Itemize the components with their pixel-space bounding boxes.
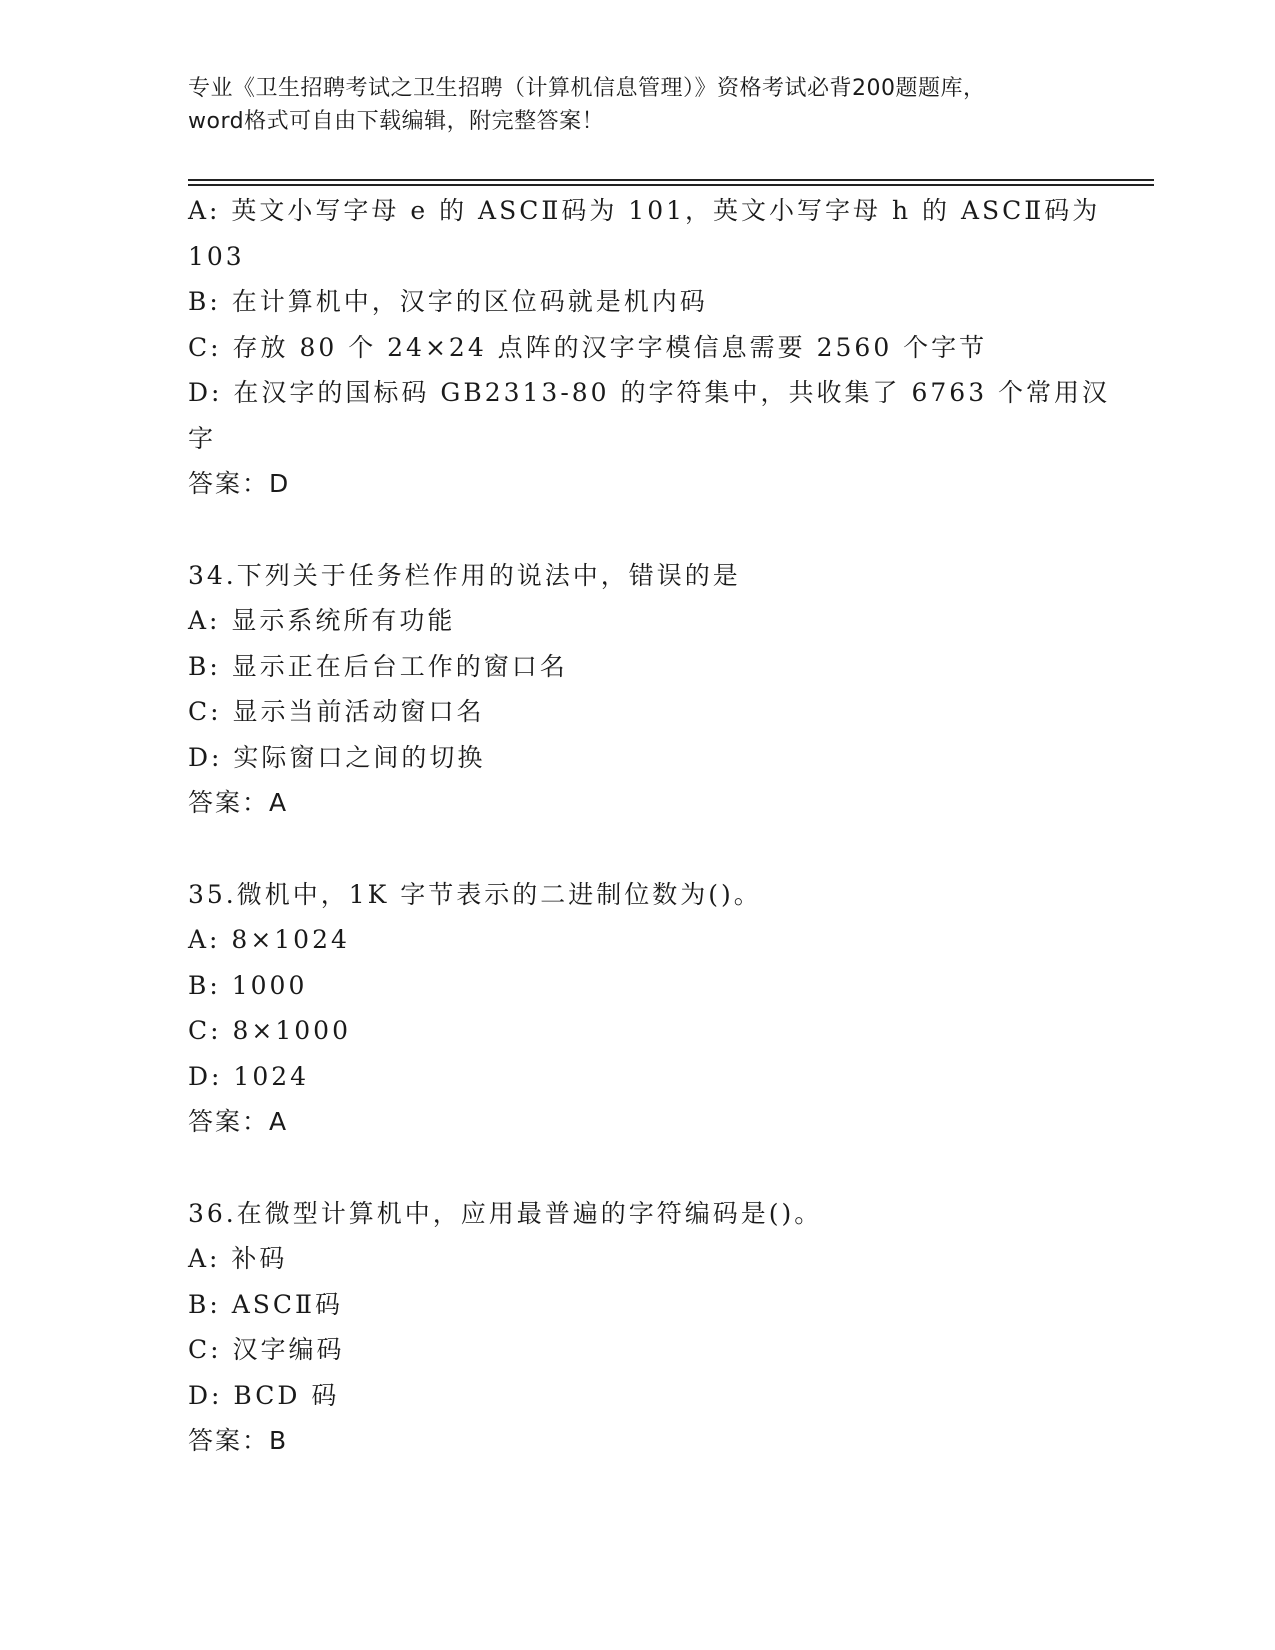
header-divider-bottom (188, 184, 1154, 186)
question-block-34 (188, 553, 1088, 826)
option-a-line-2: 103 (188, 241, 245, 271)
option-a: A: 补码 (188, 1244, 288, 1273)
question-stem: 36.在微型计算机中，应用最普遍的字符编码是()。 (188, 1198, 823, 1228)
option-b: B: ASCⅡ码 (188, 1289, 344, 1319)
option-a: A: 8×1024 (188, 925, 350, 954)
option-d-line-2: 字 (188, 423, 217, 453)
option-a-line-1: A: 英文小写字母 e 的 ASCⅡ码为 101，英文小写字母 h 的 ASCⅡ码为 (188, 196, 1101, 225)
option-c: C: 显示当前活动窗口名 (188, 697, 485, 726)
question-stem: 34.下列关于任务栏作用的说法中，错误的是 (188, 560, 741, 590)
option-c: C: 8×1000 (188, 1016, 351, 1045)
question-stem: 35.微机中，1K 字节表示的二进制位数为()。 (188, 879, 762, 909)
question-block-36 (188, 1191, 1088, 1464)
option-b: B: 1000 (188, 970, 308, 1000)
option-c: C: 存放 80 个 24×24 点阵的汉字字模信息需要 2560 个字节 (188, 332, 988, 362)
answer-label: 答案：A (188, 788, 289, 817)
option-d: D: 实际窗口之间的切换 (188, 742, 486, 772)
option-a: A: 显示系统所有功能 (188, 606, 456, 635)
document-header (188, 72, 1088, 138)
header-divider-top (188, 179, 1154, 181)
question-list (188, 188, 1111, 1464)
question-block-35 (188, 872, 1088, 1145)
answer-label: 答案：B (188, 1426, 289, 1455)
option-b: B: 显示正在后台工作的窗口名 (188, 651, 568, 681)
answer-label: 答案：D (188, 469, 291, 498)
header-line-1: 专业《卫生招聘考试之卫生招聘（计算机信息管理）》资格考试必背200题题库， (188, 76, 986, 101)
option-d-line-1: D: 在汉字的国标码 GB2313-80 的字符集中，共收集了 6763 个常用汉 (188, 378, 1111, 407)
option-c: C: 汉字编码 (188, 1335, 345, 1364)
question-block-prev (188, 188, 1111, 507)
option-d: D: 1024 (188, 1061, 310, 1091)
option-b: B: 在计算机中，汉字的区位码就是机内码 (188, 287, 708, 316)
header-line-2: word格式可自由下载编辑，附完整答案！ (188, 109, 605, 134)
option-d: D: BCD 码 (188, 1380, 340, 1410)
answer-label: 答案：A (188, 1107, 289, 1136)
